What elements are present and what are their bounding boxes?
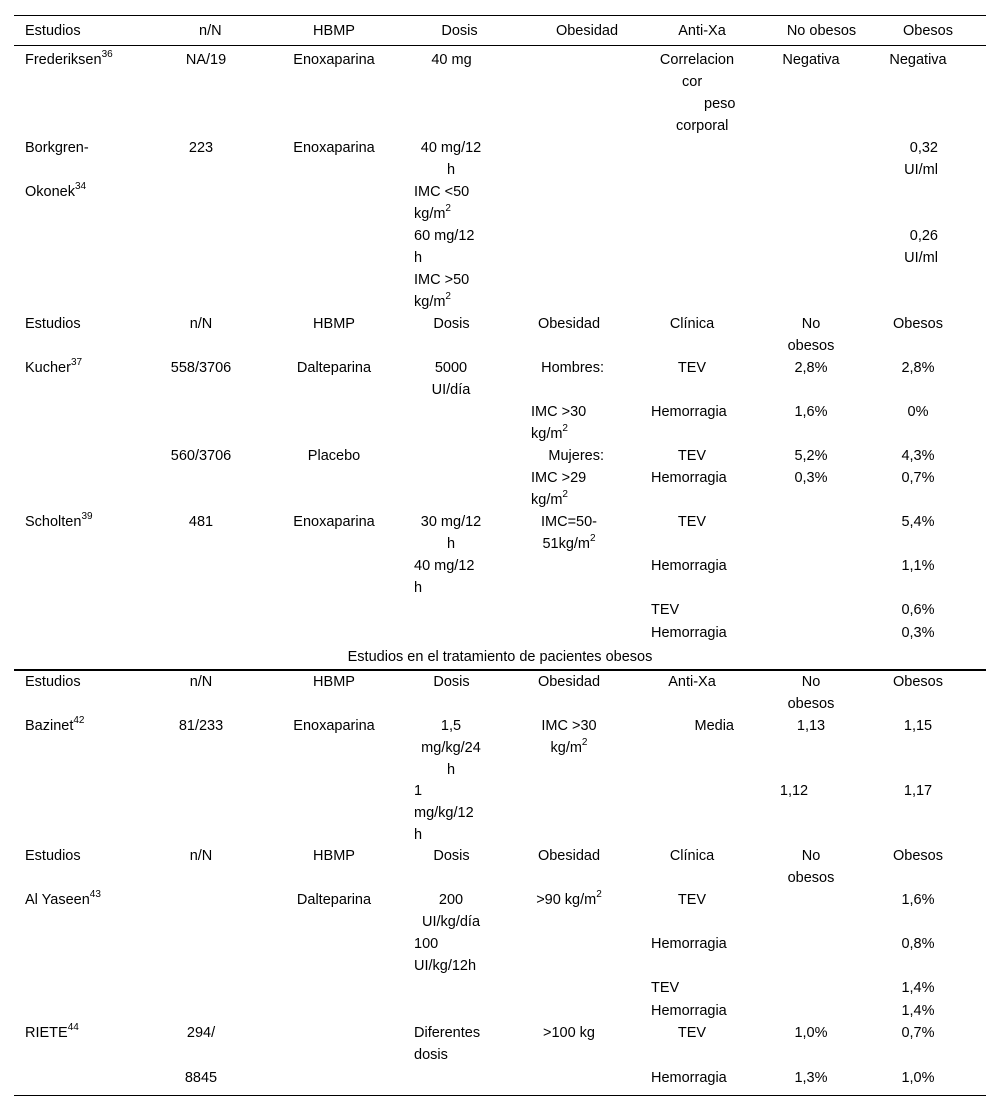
col-header-dosis: Dosis — [433, 848, 470, 864]
study-name: RIETE$^{44}$ — [25, 1022, 79, 1041]
col-header-dosis: Dosis — [433, 316, 470, 332]
cell-no-obesos: 0,3% — [794, 470, 828, 486]
col-header-estudios: Estudios — [25, 316, 81, 332]
cell-obesos: 0,26 — [909, 228, 938, 244]
col-header-anti-xa: Anti-Xa — [678, 23, 726, 39]
study-name: Al Yaseen$^{43}$ — [25, 889, 101, 908]
study-name: Okonek$^{34}$ — [25, 181, 87, 200]
cell-hbmp: Placebo — [307, 448, 361, 464]
col-header-nn: n/N — [199, 23, 222, 39]
cell-nn: 294/ — [186, 1025, 216, 1041]
cell-hbmp: Dalteparina — [296, 892, 372, 908]
col-header-no-obesos: No — [801, 848, 821, 864]
cell-dosis: IMC <50 — [414, 184, 470, 200]
cell-obesos: Negativa — [889, 52, 947, 68]
cell-dosis: mg/kg/24 — [421, 740, 481, 756]
col-header-obesos: Obesos — [893, 848, 943, 864]
cell-dosis: UI/kg/12h — [414, 958, 477, 974]
cell-dosis: mg/kg/12 — [414, 805, 474, 821]
cell-dosis: h — [414, 827, 423, 843]
cell-obesidad: $kg/m^2$ — [550, 737, 588, 756]
cell-clinica: Hemorragia — [651, 1070, 727, 1086]
cell-obesidad: Mujeres: — [548, 448, 604, 464]
cell-dosis: h — [446, 762, 456, 778]
study-name: Frederiksen$^{36}$ — [25, 49, 113, 68]
table-bottom-rule — [14, 1095, 986, 1096]
col-header-obesidad: Obesidad — [555, 23, 619, 39]
col-header-obesidad: Obesidad — [537, 848, 601, 864]
cell-clinica: TEV — [677, 448, 707, 464]
cell-dosis: 100 — [414, 936, 439, 952]
col-header-clinica: Clínica — [669, 316, 715, 332]
col-header-hbmp: HBMP — [313, 848, 355, 864]
cell-clinica: Hemorragia — [651, 1003, 727, 1019]
col-header-nn: n/N — [189, 316, 213, 332]
col-header-anti-xa: Anti-Xa — [668, 674, 716, 690]
cell-clinica: Hemorragia — [651, 625, 727, 641]
col-header-estudios: Estudios — [25, 23, 81, 39]
cell-no-obesos: 1,3% — [794, 1070, 828, 1086]
cell-dosis: $kg/m^2$ — [414, 291, 451, 310]
cell-dosis: 40 mg — [431, 52, 472, 68]
cell-obesos: UI/ml — [904, 162, 938, 178]
cell-obesos: 0,3% — [901, 625, 935, 641]
cell-clinica: TEV — [677, 360, 707, 376]
col-header-estudios: Estudios — [25, 848, 81, 864]
cell-dosis: 200 — [438, 892, 464, 908]
study-name: Scholten$^{39}$ — [25, 511, 93, 530]
cell-dosis: h — [414, 580, 423, 596]
col-header-dosis: Dosis — [433, 674, 470, 690]
cell-hbmp: Dalteparina — [296, 360, 372, 376]
cell-obesos: 1,15 — [903, 718, 933, 734]
cell-anti-xa: Correlacion — [659, 52, 735, 68]
cell-clinica: TEV — [677, 892, 707, 908]
cell-obesos: 1,17 — [903, 783, 933, 799]
cell-obesos: 0,8% — [901, 936, 935, 952]
cell-dosis: 1 — [414, 783, 423, 799]
cell-obesidad: >100 kg — [542, 1025, 595, 1041]
col-header-dosis: Dosis — [441, 23, 478, 39]
cell-dosis: 40 mg/12 — [420, 140, 482, 156]
col-header-hbmp: HBMP — [313, 316, 355, 332]
col-header-obesos: Obesos — [893, 674, 943, 690]
study-name: Bazinet$^{42}$ — [25, 715, 85, 734]
cell-dosis: 1,5 — [440, 718, 462, 734]
cell-obesos: 1,4% — [901, 980, 935, 996]
cell-nn: 558/3706 — [170, 360, 232, 376]
col-header-obesidad: Obesidad — [537, 316, 601, 332]
table-top-rule — [14, 15, 986, 16]
cell-obesos: 0,6% — [901, 602, 935, 618]
cell-no-obesos: 5,2% — [794, 448, 828, 464]
cell-obesos: 1,0% — [901, 1070, 935, 1086]
cell-obesidad: IMC >30 — [531, 404, 587, 420]
col-header-no-obesos: obesos — [787, 870, 835, 886]
cell-dosis: IMC >50 — [414, 272, 470, 288]
cell-anti-xa: Media — [694, 718, 734, 734]
cell-obesidad: $kg/m^2$ — [531, 489, 568, 508]
cell-clinica: Hemorragia — [651, 558, 727, 574]
cell-nn: 560/3706 — [170, 448, 232, 464]
col-header-estudios: Estudios — [25, 674, 81, 690]
col-header-obesos: Obesos — [893, 316, 943, 332]
col-header-no-obesos: No obesos — [786, 23, 857, 39]
cell-nn: 223 — [188, 140, 214, 156]
cell-dosis: h — [446, 162, 456, 178]
col-header-no-obesos: No — [801, 316, 821, 332]
col-header-clinica: Clínica — [669, 848, 715, 864]
cell-no-obesos: 1,13 — [796, 718, 826, 734]
cell-nn: 8845 — [184, 1070, 218, 1086]
cell-obesos: 0,32 — [909, 140, 938, 156]
col-header-no-obesos: obesos — [787, 696, 835, 712]
cell-obesos: UI/ml — [904, 250, 938, 266]
cell-no-obesos: 1,0% — [794, 1025, 828, 1041]
cell-obesos: 5,4% — [901, 514, 935, 530]
cell-obesos: 1,6% — [901, 892, 935, 908]
cell-clinica: Hemorragia — [651, 470, 727, 486]
cell-dosis: 30 mg/12 — [420, 514, 482, 530]
cell-no-obesos: 1,12 — [779, 783, 809, 799]
col-header-nn: n/N — [189, 674, 213, 690]
cell-dosis: UI/kg/día — [421, 914, 481, 930]
col-header-obesos: Obesos — [903, 23, 953, 39]
cell-obesidad: Hombres: — [541, 360, 604, 376]
cell-hbmp: Enoxaparina — [293, 140, 375, 156]
col-header-hbmp: HBMP — [313, 674, 355, 690]
cell-obesos: 1,4% — [901, 1003, 935, 1019]
cell-obesidad: IMC >30 — [541, 718, 597, 734]
cell-obesidad: >90 $kg/m^2$ — [536, 889, 602, 908]
cell-obesos: 0,7% — [901, 1025, 935, 1041]
cell-obesos: 4,3% — [901, 448, 935, 464]
cell-nn: NA/19 — [185, 52, 227, 68]
cell-clinica: TEV — [677, 1025, 707, 1041]
col-header-no-obesos: No — [801, 674, 821, 690]
cell-obesos: 2,8% — [901, 360, 935, 376]
results-table — [14, 0, 986, 1111]
cell-obesos: 0,7% — [901, 470, 935, 486]
col-header-hbmp: HBMP — [313, 23, 355, 39]
cell-dosis: Diferentes — [414, 1025, 481, 1041]
cell-dosis: 40 mg/12 — [414, 558, 475, 574]
header-rule — [14, 45, 986, 46]
cell-dosis: 60 mg/12 — [414, 228, 475, 244]
cell-anti-xa: corporal — [676, 118, 729, 134]
cell-clinica: Hemorragia — [651, 404, 727, 420]
cell-no-obesos: Negativa — [782, 52, 840, 68]
cell-dosis: h — [446, 536, 456, 552]
cell-anti-xa: peso — [704, 96, 736, 112]
cell-obesidad: IMC >29 — [531, 470, 587, 486]
cell-clinica: Hemorragia — [651, 936, 727, 952]
cell-obesos: 0% — [907, 404, 929, 420]
cell-clinica: TEV — [677, 514, 707, 530]
cell-clinica: TEV — [651, 602, 680, 618]
cell-obesos: 1,1% — [901, 558, 935, 574]
cell-clinica: TEV — [651, 980, 680, 996]
cell-obesidad: $kg/m^2$ — [531, 423, 568, 442]
cell-no-obesos: 1,6% — [794, 404, 828, 420]
cell-dosis: h — [414, 250, 423, 266]
col-header-nn: n/N — [189, 848, 213, 864]
study-name: Kucher$^{37}$ — [25, 357, 83, 376]
cell-obesidad: IMC=50- — [540, 514, 597, 530]
cell-dosis: dosis — [414, 1047, 448, 1063]
cell-hbmp: Enoxaparina — [293, 514, 375, 530]
cell-dosis: 5000 — [434, 360, 468, 376]
cell-dosis: $kg/m^2$ — [414, 203, 451, 222]
cell-hbmp: Enoxaparina — [293, 52, 375, 68]
cell-no-obesos: 2,8% — [794, 360, 828, 376]
cell-nn: 81/233 — [178, 718, 224, 734]
cell-obesidad: $51kg/m^2$ — [542, 533, 596, 552]
cell-hbmp: Enoxaparina — [293, 718, 375, 734]
col-header-no-obesos: obesos — [787, 338, 835, 354]
cell-dosis: UI/día — [431, 382, 471, 398]
col-header-obesidad: Obesidad — [537, 674, 601, 690]
study-name: Borkgren- — [25, 140, 89, 156]
section-title: Estudios en el tratamiento de pacientes obesos — [347, 649, 653, 665]
cell-anti-xa: cor — [682, 74, 703, 90]
cell-nn: 481 — [188, 514, 214, 530]
